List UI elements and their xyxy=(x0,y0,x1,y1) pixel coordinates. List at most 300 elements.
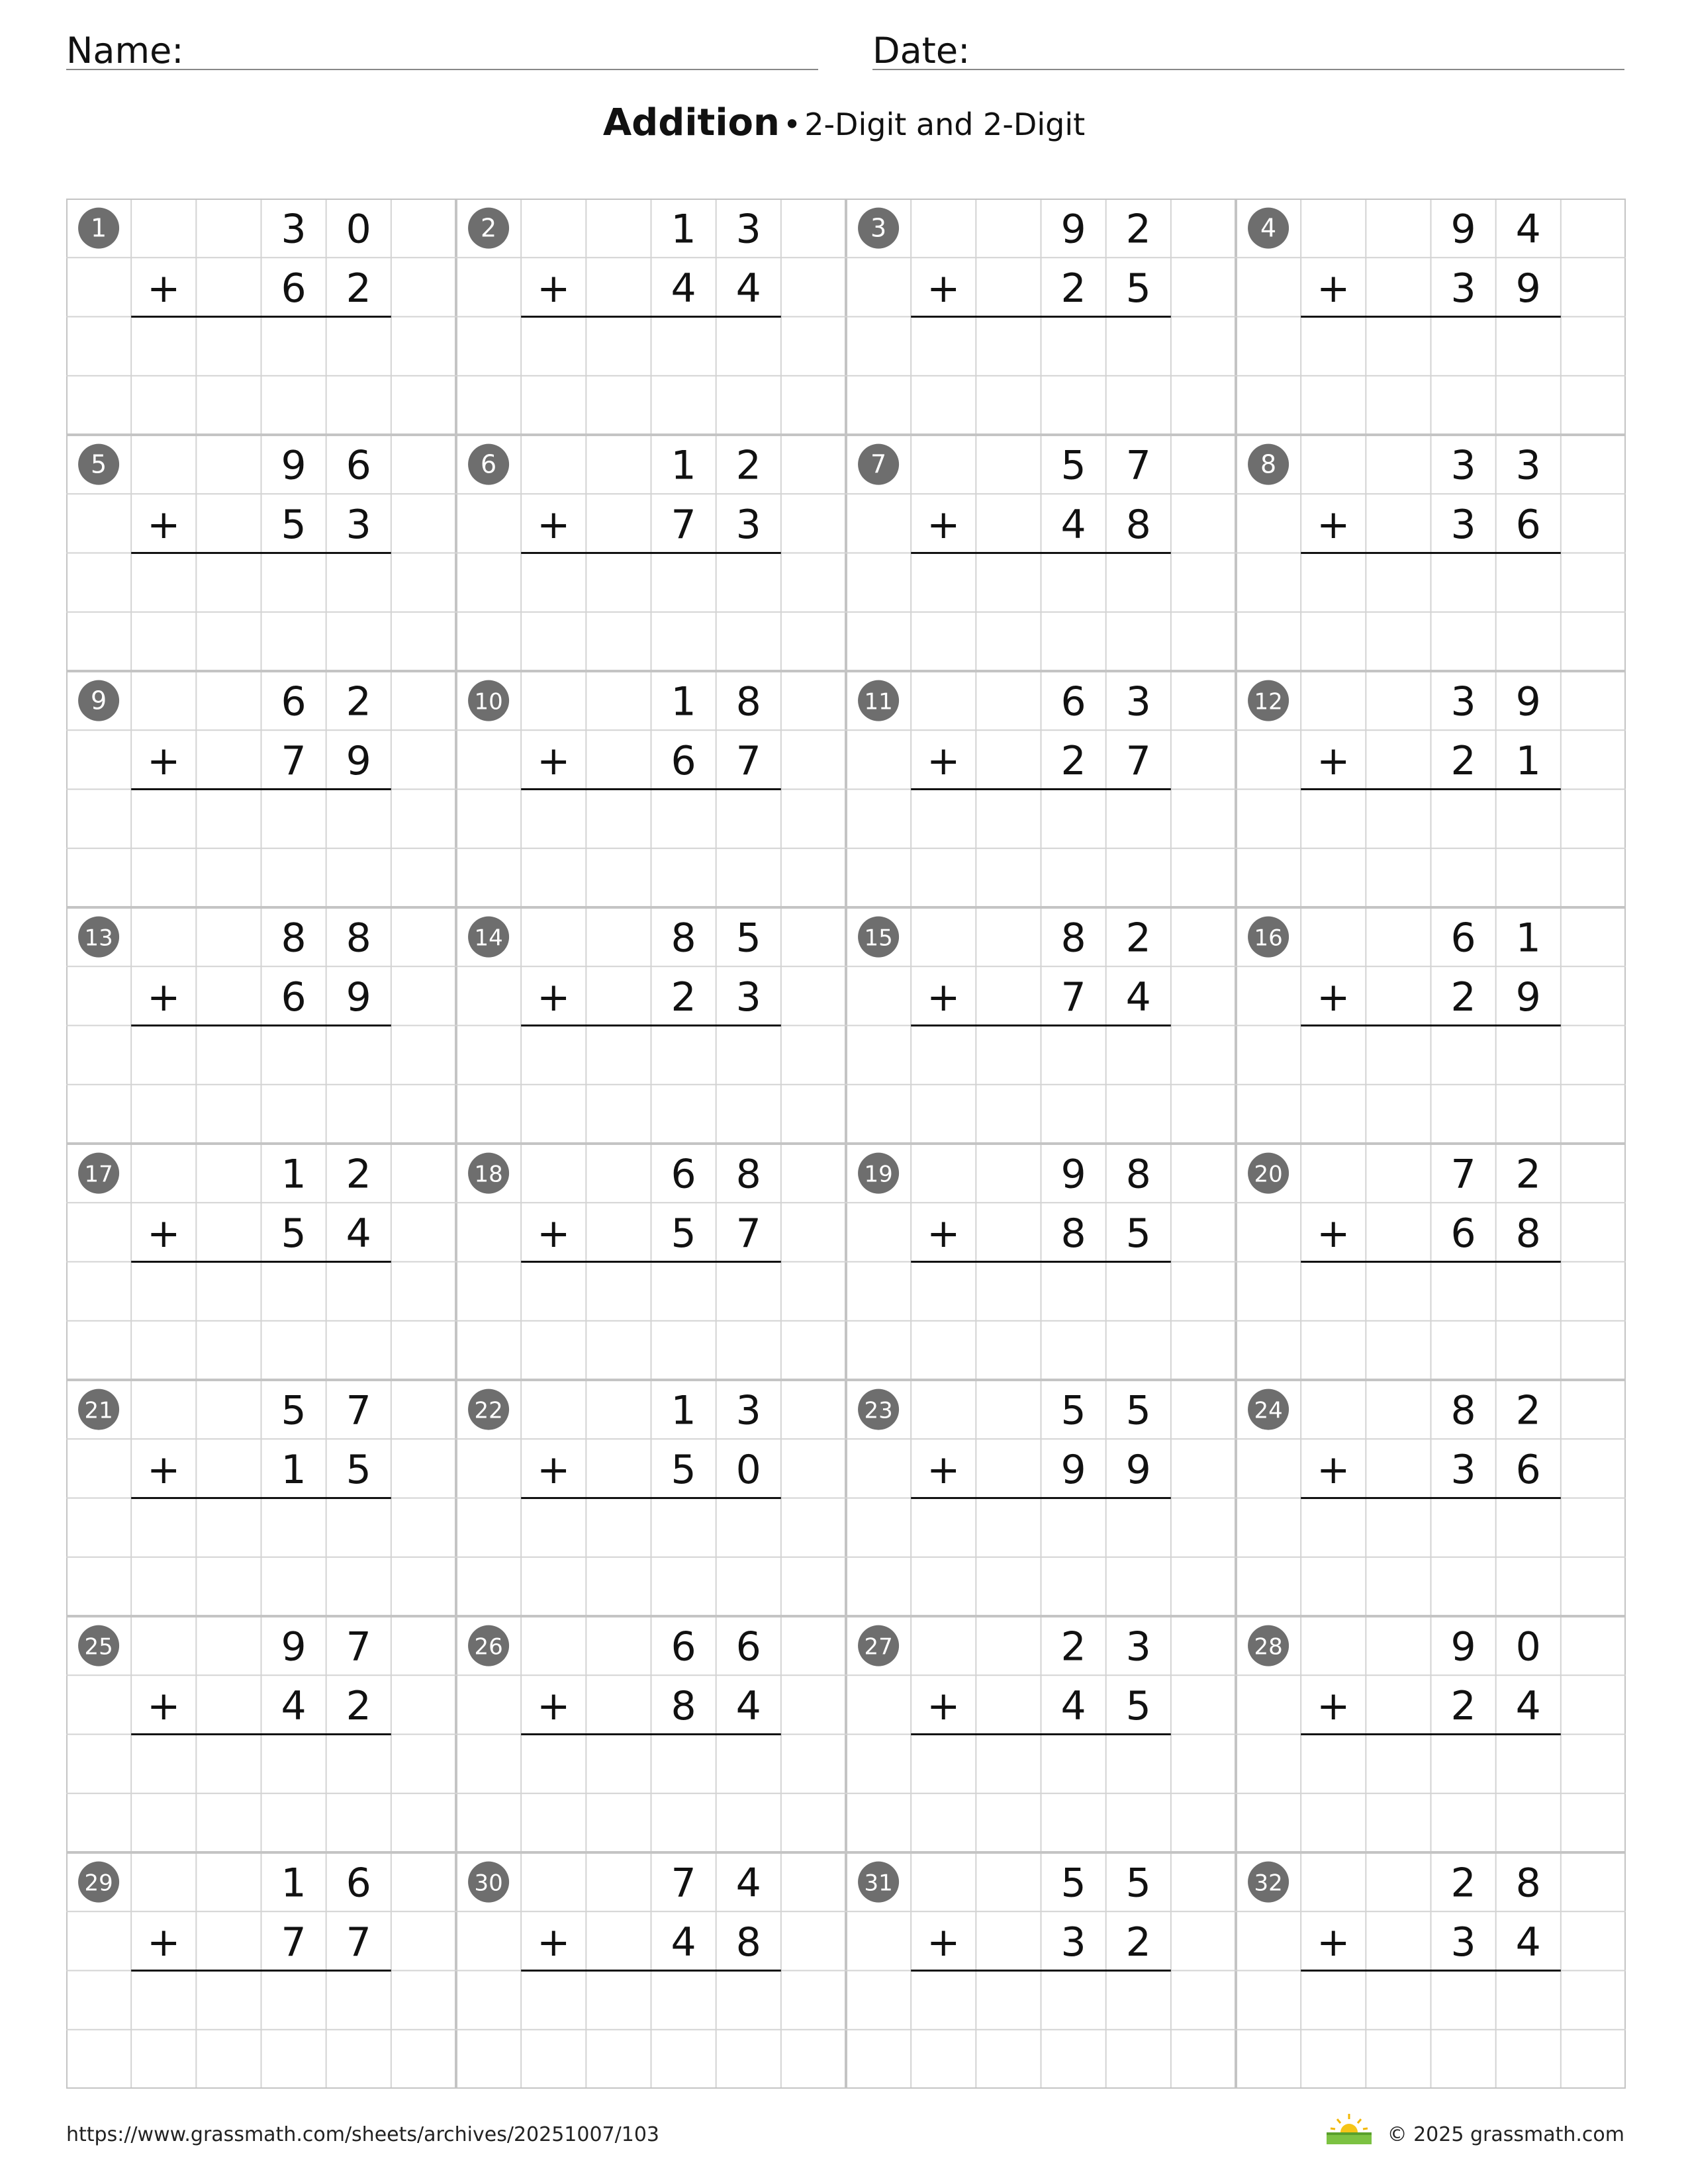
bottom-digit: 9 xyxy=(1515,265,1541,312)
plus-sign: + xyxy=(147,974,181,1021)
problem-grid xyxy=(66,199,1626,2089)
problem-number: 16 xyxy=(1254,925,1283,952)
problem-7 xyxy=(858,443,1171,611)
problem-number-badge xyxy=(78,1153,119,1194)
problem-2 xyxy=(468,206,781,375)
problem-number-badge xyxy=(468,680,509,721)
top-digit: 8 xyxy=(346,915,371,962)
top-digit: 3 xyxy=(1450,678,1476,725)
footer-copyright: © 2025 grassmath.com xyxy=(1387,2123,1624,2146)
top-digit: 2 xyxy=(346,1151,371,1198)
answer-area[interactable] xyxy=(131,1263,391,1320)
top-digit: 5 xyxy=(1060,442,1086,489)
answer-area[interactable] xyxy=(131,791,391,847)
problem-9 xyxy=(78,679,391,847)
top-digit: 5 xyxy=(735,915,761,962)
problem-number-badge xyxy=(1248,1625,1289,1666)
problem-22 xyxy=(468,1388,781,1556)
bottom-digit: 4 xyxy=(671,1919,696,1966)
bottom-digit: 2 xyxy=(346,1682,371,1729)
bottom-digit: 2 xyxy=(1450,1682,1476,1729)
top-digit: 0 xyxy=(1515,1623,1541,1670)
problem-number: 1 xyxy=(90,213,107,243)
top-digit: 2 xyxy=(735,442,761,489)
problem-6 xyxy=(468,443,781,611)
answer-area[interactable] xyxy=(521,1972,781,2028)
top-digit: 1 xyxy=(281,1860,306,1907)
problem-number-badge xyxy=(858,208,899,249)
bottom-digit: 2 xyxy=(1450,974,1476,1021)
top-digit: 6 xyxy=(735,1623,761,1670)
name-field[interactable] xyxy=(66,24,818,70)
answer-area[interactable] xyxy=(131,1500,391,1556)
problem-number: 19 xyxy=(864,1161,893,1188)
problem-number-badge xyxy=(1248,1389,1289,1430)
top-digit: 1 xyxy=(281,1151,306,1198)
plus-sign: + xyxy=(927,737,961,784)
top-digit: 3 xyxy=(1450,442,1476,489)
problem-number-badge xyxy=(1248,917,1289,958)
bottom-digit: 2 xyxy=(671,974,696,1021)
problem-number: 18 xyxy=(474,1161,503,1188)
bottom-digit: 4 xyxy=(735,265,761,312)
bottom-digit: 5 xyxy=(281,501,306,548)
problem-number-badge xyxy=(858,917,899,958)
plus-sign: + xyxy=(147,1446,181,1493)
top-digit: 2 xyxy=(346,678,371,725)
bottom-digit: 7 xyxy=(281,1919,306,1966)
top-digit: 6 xyxy=(671,1151,696,1198)
problem-21 xyxy=(78,1388,391,1556)
answer-area[interactable] xyxy=(1301,318,1561,375)
answer-area[interactable] xyxy=(131,1027,391,1083)
bottom-digit: 5 xyxy=(1125,1682,1151,1729)
answer-area[interactable] xyxy=(521,1736,781,1792)
problem-number: 32 xyxy=(1254,1870,1283,1897)
answer-area[interactable] xyxy=(131,555,391,611)
bottom-digit: 7 xyxy=(735,1210,761,1257)
bottom-digit: 9 xyxy=(1060,1446,1086,1493)
problem-number: 15 xyxy=(864,925,893,952)
bottom-digit: 2 xyxy=(346,265,371,312)
top-digit: 8 xyxy=(671,915,696,962)
plus-sign: + xyxy=(1317,974,1350,1021)
top-digit: 8 xyxy=(1060,915,1086,962)
problem-20 xyxy=(1248,1152,1561,1320)
bottom-digit: 3 xyxy=(1450,501,1476,548)
problem-5 xyxy=(78,443,391,611)
top-digit: 1 xyxy=(1515,915,1541,962)
problem-number: 3 xyxy=(870,213,887,243)
title-separator: • xyxy=(782,107,802,142)
answer-area[interactable] xyxy=(911,1263,1171,1320)
plus-sign: + xyxy=(537,737,571,784)
bottom-digit: 3 xyxy=(1060,1919,1086,1966)
answer-area[interactable] xyxy=(1301,1263,1561,1320)
bottom-digit: 4 xyxy=(281,1682,306,1729)
problem-14 xyxy=(468,915,781,1083)
problem-28 xyxy=(1248,1624,1561,1792)
top-digit: 1 xyxy=(671,678,696,725)
problem-number-badge xyxy=(1248,444,1289,485)
top-digit: 7 xyxy=(346,1387,371,1434)
top-digit: 6 xyxy=(281,678,306,725)
bottom-digit: 2 xyxy=(1060,737,1086,784)
problem-19 xyxy=(858,1152,1171,1320)
top-digit: 8 xyxy=(735,1151,761,1198)
problem-number: 31 xyxy=(864,1870,893,1897)
problem-8 xyxy=(1248,443,1561,611)
problem-number-badge xyxy=(858,1389,899,1430)
problem-number: 14 xyxy=(474,925,503,952)
title-main: Addition xyxy=(602,101,780,144)
bottom-digit: 7 xyxy=(671,501,696,548)
top-digit: 5 xyxy=(1060,1860,1086,1907)
top-digit: 3 xyxy=(1515,442,1541,489)
worksheet-title xyxy=(0,101,1688,144)
problem-4 xyxy=(1248,206,1561,375)
top-digit: 2 xyxy=(1125,206,1151,253)
bottom-digit: 8 xyxy=(1125,501,1151,548)
answer-area[interactable] xyxy=(911,1736,1171,1792)
bottom-digit: 6 xyxy=(671,737,696,784)
bottom-digit: 3 xyxy=(346,501,371,548)
bottom-digit: 3 xyxy=(735,974,761,1021)
problem-15 xyxy=(858,915,1171,1083)
date-label: Date: xyxy=(872,30,970,71)
top-digit: 7 xyxy=(671,1860,696,1907)
top-digit: 6 xyxy=(1060,678,1086,725)
answer-area[interactable] xyxy=(911,1972,1171,2028)
bottom-digit: 0 xyxy=(735,1446,761,1493)
plus-sign: + xyxy=(147,1210,181,1257)
bottom-digit: 9 xyxy=(1125,1446,1151,1493)
problem-number: 27 xyxy=(864,1633,893,1661)
problem-number: 8 xyxy=(1260,449,1277,479)
plus-sign: + xyxy=(537,974,571,1021)
bottom-digit: 7 xyxy=(1060,974,1086,1021)
problem-number: 4 xyxy=(1260,213,1277,243)
problem-number: 26 xyxy=(474,1633,503,1661)
bottom-digit: 4 xyxy=(1515,1919,1541,1966)
plus-sign: + xyxy=(927,1446,961,1493)
bottom-digit: 4 xyxy=(1060,1682,1086,1729)
plus-sign: + xyxy=(927,1210,961,1257)
top-digit: 3 xyxy=(735,206,761,253)
problem-13 xyxy=(78,915,391,1083)
bottom-digit: 7 xyxy=(281,737,306,784)
problem-number-badge xyxy=(468,444,509,485)
top-digit: 8 xyxy=(1515,1860,1541,1907)
problem-number: 2 xyxy=(480,213,497,243)
problem-number-badge xyxy=(468,917,509,958)
bottom-digit: 6 xyxy=(281,265,306,312)
top-digit: 9 xyxy=(1060,1151,1086,1198)
plus-sign: + xyxy=(927,265,961,312)
problem-number: 10 xyxy=(474,688,503,715)
problem-16 xyxy=(1248,915,1561,1083)
problem-12 xyxy=(1248,679,1561,847)
problem-number-badge xyxy=(78,1862,119,1903)
top-digit: 2 xyxy=(1060,1623,1086,1670)
top-digit: 3 xyxy=(1125,678,1151,725)
answer-area[interactable] xyxy=(521,1263,781,1320)
problem-number: 21 xyxy=(84,1397,113,1424)
name-label: Name: xyxy=(66,30,184,71)
bottom-digit: 2 xyxy=(1125,1919,1151,1966)
problem-number-badge xyxy=(1248,208,1289,249)
bottom-digit: 4 xyxy=(1515,1682,1541,1729)
top-digit: 6 xyxy=(1450,915,1476,962)
top-digit: 0 xyxy=(346,206,371,253)
problem-number-badge xyxy=(1248,680,1289,721)
problem-29 xyxy=(78,1860,391,2028)
top-digit: 9 xyxy=(1450,206,1476,253)
problem-number-badge xyxy=(78,917,119,958)
bottom-digit: 6 xyxy=(1515,1446,1541,1493)
problem-number-badge xyxy=(858,1153,899,1194)
bottom-digit: 8 xyxy=(1515,1210,1541,1257)
plus-sign: + xyxy=(1317,501,1350,548)
bottom-digit: 6 xyxy=(1515,501,1541,548)
answer-area[interactable] xyxy=(1301,791,1561,847)
bottom-digit: 7 xyxy=(1125,737,1151,784)
bottom-digit: 5 xyxy=(1125,1210,1151,1257)
plus-sign: + xyxy=(147,501,181,548)
top-digit: 4 xyxy=(735,1860,761,1907)
plus-sign: + xyxy=(1317,737,1350,784)
bottom-digit: 3 xyxy=(735,501,761,548)
plus-sign: + xyxy=(147,265,181,312)
plus-sign: + xyxy=(927,1919,961,1966)
problem-25 xyxy=(78,1624,391,1792)
problem-number-badge xyxy=(468,208,509,249)
problem-number-badge xyxy=(468,1625,509,1666)
sun-over-grass-icon xyxy=(1324,2113,1374,2148)
answer-area[interactable] xyxy=(1301,1736,1561,1792)
problem-number: 12 xyxy=(1254,688,1283,715)
problem-18 xyxy=(468,1152,781,1320)
bottom-digit: 3 xyxy=(1450,1919,1476,1966)
bottom-digit: 5 xyxy=(1125,265,1151,312)
top-digit: 5 xyxy=(281,1387,306,1434)
problem-number: 6 xyxy=(480,449,497,479)
top-digit: 7 xyxy=(346,1623,371,1670)
problem-10 xyxy=(468,679,781,847)
plus-sign: + xyxy=(537,265,571,312)
top-digit: 2 xyxy=(1450,1860,1476,1907)
top-digit: 1 xyxy=(671,206,696,253)
top-digit: 2 xyxy=(1515,1387,1541,1434)
top-digit: 5 xyxy=(1060,1387,1086,1434)
plus-sign: + xyxy=(927,1682,961,1729)
plus-sign: + xyxy=(1317,1682,1350,1729)
problem-number: 17 xyxy=(84,1161,113,1188)
problem-number-badge xyxy=(78,1625,119,1666)
problem-30 xyxy=(468,1860,781,2028)
top-digit: 9 xyxy=(281,1623,306,1670)
plus-sign: + xyxy=(537,501,571,548)
bottom-digit: 5 xyxy=(671,1210,696,1257)
problem-number-badge xyxy=(78,208,119,249)
problem-number-badge xyxy=(858,444,899,485)
bottom-digit: 4 xyxy=(671,265,696,312)
answer-area[interactable] xyxy=(521,1500,781,1556)
problem-24 xyxy=(1248,1388,1561,1556)
bottom-digit: 5 xyxy=(671,1446,696,1493)
top-digit: 8 xyxy=(281,915,306,962)
bottom-digit: 8 xyxy=(671,1682,696,1729)
top-digit: 5 xyxy=(1125,1860,1151,1907)
bottom-digit: 4 xyxy=(1060,501,1086,548)
title-subtitle: 2-Digit and 2-Digit xyxy=(804,107,1086,142)
answer-area[interactable] xyxy=(521,555,781,611)
plus-sign: + xyxy=(927,974,961,1021)
problem-number-badge xyxy=(858,680,899,721)
top-digit: 8 xyxy=(1125,1151,1151,1198)
plus-sign: + xyxy=(927,501,961,548)
problem-26 xyxy=(468,1624,781,1792)
bottom-digit: 6 xyxy=(281,974,306,1021)
plus-sign: + xyxy=(1317,265,1350,312)
problem-number: 28 xyxy=(1254,1633,1283,1661)
top-digit: 3 xyxy=(1125,1623,1151,1670)
plus-sign: + xyxy=(537,1919,571,1966)
top-digit: 1 xyxy=(671,1387,696,1434)
problem-number: 20 xyxy=(1254,1161,1283,1188)
answer-area[interactable] xyxy=(911,1500,1171,1556)
problem-number: 22 xyxy=(474,1397,503,1424)
bottom-digit: 7 xyxy=(735,737,761,784)
problem-number-badge xyxy=(468,1389,509,1430)
bottom-digit: 2 xyxy=(1450,737,1476,784)
problem-31 xyxy=(858,1860,1171,2028)
top-digit: 1 xyxy=(671,442,696,489)
problem-number-badge xyxy=(78,680,119,721)
answer-area[interactable] xyxy=(131,1972,391,2028)
bottom-digit: 9 xyxy=(346,974,371,1021)
top-digit: 2 xyxy=(1125,915,1151,962)
footer-url: https://www.grassmath.com/sheets/archives/20251007/103 xyxy=(66,2123,660,2146)
bottom-digit: 5 xyxy=(346,1446,371,1493)
answer-area[interactable] xyxy=(911,318,1171,375)
plus-sign: + xyxy=(1317,1919,1350,1966)
bottom-digit: 9 xyxy=(346,737,371,784)
top-digit: 7 xyxy=(1125,442,1151,489)
top-digit: 9 xyxy=(1060,206,1086,253)
problem-27 xyxy=(858,1624,1171,1792)
problem-number-badge xyxy=(1248,1153,1289,1194)
problem-number-badge xyxy=(78,1389,119,1430)
bottom-digit: 2 xyxy=(1060,265,1086,312)
top-digit: 9 xyxy=(1450,1623,1476,1670)
top-digit: 8 xyxy=(1450,1387,1476,1434)
bottom-digit: 3 xyxy=(1450,1446,1476,1493)
problem-23 xyxy=(858,1388,1171,1556)
answer-area[interactable] xyxy=(1301,555,1561,611)
problem-1 xyxy=(78,206,391,375)
top-digit: 3 xyxy=(735,1387,761,1434)
top-digit: 9 xyxy=(281,442,306,489)
bottom-digit: 6 xyxy=(1450,1210,1476,1257)
bottom-digit: 1 xyxy=(1515,737,1541,784)
problem-number: 13 xyxy=(84,925,113,952)
bottom-digit: 3 xyxy=(1450,265,1476,312)
plus-sign: + xyxy=(147,737,181,784)
bottom-digit: 8 xyxy=(1060,1210,1086,1257)
plus-sign: + xyxy=(537,1682,571,1729)
problem-number-badge xyxy=(1248,1862,1289,1903)
answer-area[interactable] xyxy=(521,791,781,847)
answer-area[interactable] xyxy=(1301,1027,1561,1083)
top-digit: 7 xyxy=(1450,1151,1476,1198)
top-digit: 6 xyxy=(671,1623,696,1670)
top-digit: 8 xyxy=(735,678,761,725)
top-digit: 6 xyxy=(346,442,371,489)
problem-number: 11 xyxy=(864,688,893,715)
answer-area[interactable] xyxy=(131,1736,391,1792)
answer-area[interactable] xyxy=(521,1027,781,1083)
bottom-digit: 4 xyxy=(735,1682,761,1729)
problem-17 xyxy=(78,1152,391,1320)
plus-sign: + xyxy=(537,1210,571,1257)
plus-sign: + xyxy=(537,1446,571,1493)
top-digit: 5 xyxy=(1125,1387,1151,1434)
bottom-digit: 8 xyxy=(735,1919,761,1966)
problem-number-badge xyxy=(468,1862,509,1903)
problem-number: 5 xyxy=(90,449,107,479)
answer-area[interactable] xyxy=(1301,1972,1561,2028)
plus-sign: + xyxy=(147,1682,181,1729)
problem-number: 9 xyxy=(90,686,107,715)
top-digit: 4 xyxy=(1515,206,1541,253)
top-digit: 3 xyxy=(281,206,306,253)
problem-3 xyxy=(858,206,1171,375)
problem-number: 25 xyxy=(84,1633,113,1661)
problem-32 xyxy=(1248,1860,1561,2028)
bottom-digit: 1 xyxy=(281,1446,306,1493)
problem-number-badge xyxy=(468,1153,509,1194)
date-field[interactable] xyxy=(872,24,1624,70)
problem-11 xyxy=(858,679,1171,847)
problem-number: 29 xyxy=(84,1870,113,1897)
problem-number: 23 xyxy=(864,1397,893,1424)
problem-number-badge xyxy=(78,444,119,485)
answer-area[interactable] xyxy=(911,1027,1171,1083)
top-digit: 9 xyxy=(1515,678,1541,725)
top-digit: 6 xyxy=(346,1860,371,1907)
bottom-digit: 4 xyxy=(1125,974,1151,1021)
problem-number-badge xyxy=(858,1625,899,1666)
answer-area[interactable] xyxy=(911,791,1171,847)
bottom-digit: 5 xyxy=(281,1210,306,1257)
bottom-digit: 4 xyxy=(346,1210,371,1257)
answer-area[interactable] xyxy=(911,555,1171,611)
plus-sign: + xyxy=(1317,1210,1350,1257)
answer-area[interactable] xyxy=(521,318,781,375)
answer-area[interactable] xyxy=(131,318,391,375)
problem-number: 24 xyxy=(1254,1397,1283,1424)
bottom-digit: 9 xyxy=(1515,974,1541,1021)
problem-number: 30 xyxy=(474,1870,503,1897)
problem-number: 7 xyxy=(870,449,887,479)
plus-sign: + xyxy=(1317,1446,1350,1493)
plus-sign: + xyxy=(147,1919,181,1966)
bottom-digit: 7 xyxy=(346,1919,371,1966)
top-digit: 2 xyxy=(1515,1151,1541,1198)
problem-number-badge xyxy=(858,1862,899,1903)
answer-area[interactable] xyxy=(1301,1500,1561,1556)
